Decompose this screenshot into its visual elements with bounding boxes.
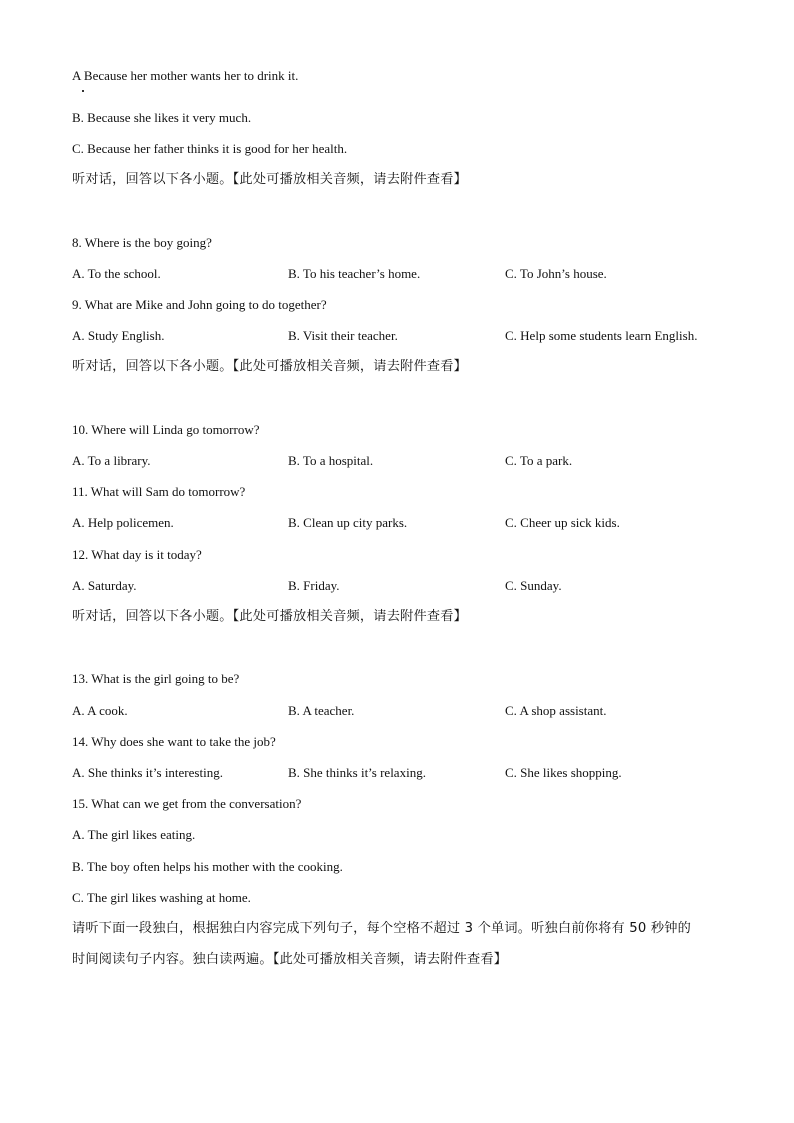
q15-option-a: A. The girl likes eating. <box>72 827 196 842</box>
option-b-prev: B. Because she likes it very much. <box>72 110 252 125</box>
option-a-prev: A Because her mother wants her to drink it. <box>72 68 299 83</box>
q12-option-b: B. Friday. <box>288 578 340 593</box>
q12-option-c: C. Sunday. <box>505 578 562 593</box>
q10-option-a: A. To a library. <box>72 453 151 468</box>
q15-option-b: B. The boy often helps his mother with the cooking. <box>72 859 343 874</box>
question-14: 14. Why does she want to take the job? <box>72 734 276 749</box>
monologue-instruction-line-2: 时间阅读句子内容。独白读两遍。【此处可播放相关音频，请去附件查看】 <box>72 952 508 967</box>
q13-option-a: A. A cook. <box>72 703 128 718</box>
question-10: 10. Where will Linda go tomorrow? <box>72 422 260 437</box>
question-15: 15. What can we get from the conversation? <box>72 796 302 811</box>
q10-option-b: B. To a hospital. <box>288 453 374 468</box>
monologue-instruction-line-1: 请听下面一段独白，根据独白内容完成下列句子，每个空格不超过 3 个单词。听独白前你将有 50 秒钟的 <box>72 921 691 936</box>
question-9: 9. What are Mike and John going to do together? <box>72 297 327 312</box>
question-11: 11. What will Sam do tomorrow? <box>72 484 246 499</box>
q10-option-c: C. To a park. <box>505 453 573 468</box>
stray-dot <box>82 90 84 92</box>
q15-option-c: C. The girl likes washing at home. <box>72 890 251 905</box>
section-instruction: 听对话，回答以下各小题。【此处可播放相关音频，请去附件查看】 <box>72 609 468 624</box>
q11-option-c: C. Cheer up sick kids. <box>505 515 620 530</box>
q11-option-a: A. Help policemen. <box>72 515 174 530</box>
option-c-prev: C. Because her father thinks it is good for her health. <box>72 141 348 156</box>
q13-option-b: B. A teacher. <box>288 703 355 718</box>
q9-option-b: B. Visit their teacher. <box>288 328 398 343</box>
q8-option-a: A. To the school. <box>72 266 161 281</box>
question-13: 13. What is the girl going to be? <box>72 671 240 686</box>
q8-option-b: B. To his teacher’s home. <box>288 266 421 281</box>
q14-option-c: C. She likes shopping. <box>505 765 622 780</box>
question-12: 12. What day is it today? <box>72 547 202 562</box>
q14-option-a: A. She thinks it’s interesting. <box>72 765 223 780</box>
q11-option-b: B. Clean up city parks. <box>288 515 408 530</box>
q12-option-a: A. Saturday. <box>72 578 137 593</box>
question-8: 8. Where is the boy going? <box>72 235 212 250</box>
q9-option-a: A. Study English. <box>72 328 165 343</box>
section-instruction: 听对话，回答以下各小题。【此处可播放相关音频，请去附件查看】 <box>72 172 468 187</box>
section-instruction: 听对话，回答以下各小题。【此处可播放相关音频，请去附件查看】 <box>72 359 468 374</box>
q8-option-c: C. To John’s house. <box>505 266 607 281</box>
q13-option-c: C. A shop assistant. <box>505 703 607 718</box>
q14-option-b: B. She thinks it’s relaxing. <box>288 765 426 780</box>
q9-option-c: C. Help some students learn English. <box>505 328 698 343</box>
